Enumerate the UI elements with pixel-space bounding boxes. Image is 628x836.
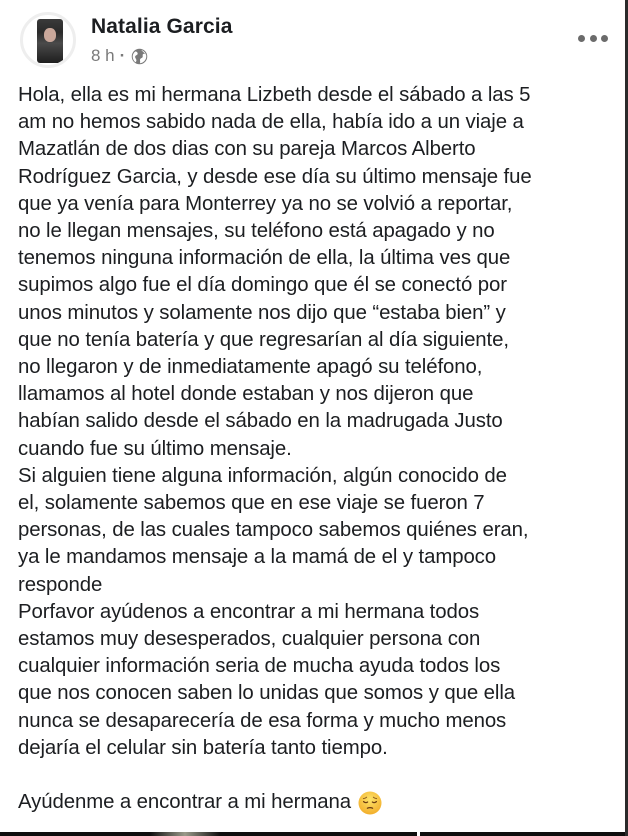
closing-line [18, 789, 618, 816]
pensive-face-emoji-icon [358, 791, 382, 815]
post-body [18, 82, 618, 816]
post-text-line: ya le mandamos mensaje a la mamá de el y tampoco [18, 546, 497, 569]
ellipsis-icon [578, 35, 585, 42]
post-text-line: Porfavor ayúdenos a encontrar a mi hermana todos [18, 600, 480, 623]
ellipsis-icon [590, 35, 597, 42]
post-time[interactable]: 8 h [91, 46, 115, 65]
media-image-left [150, 832, 220, 836]
media-divider [417, 832, 420, 836]
post-text-line: am no hemos sabido nada de ella, había ido a un viaje a [18, 111, 524, 134]
ellipsis-icon [601, 35, 608, 42]
post-text-line: unos minutos y solamente nos dijo que “estaba bien” y [18, 301, 506, 324]
avatar[interactable] [20, 12, 76, 68]
post-text-line: responde [18, 573, 103, 596]
post-text-line: nunca se desaparecería de esa forma y mucho menos [18, 709, 507, 732]
post-text-line: el, solamente sabemos que en ese viaje se fueron 7 [18, 492, 485, 515]
attached-media-preview[interactable] [0, 832, 625, 836]
paragraph-break [18, 762, 618, 789]
post-text-line: Si alguien tiene alguna información, algún conocido de [18, 464, 507, 487]
post-text-line: supimos algo fue el día domingo que él se conectó por [18, 274, 507, 297]
globe-icon[interactable] [131, 48, 148, 65]
post-text-line: Rodríguez Garcia, y desde ese día su último mensaje fue [18, 165, 532, 188]
post-header [20, 12, 608, 72]
post-text-line: Mazatlán de dos dias con su pareja Marcos Alberto [18, 138, 476, 161]
post-text-line: no llegaron y de inmediatamente apagó su teléfono, [18, 356, 483, 379]
post-text-line: tenemos ninguna información de ella, la última ves que [18, 247, 511, 270]
post-text-line: llamamos al hotel donde estaban y nos dijeron que [18, 383, 474, 406]
post-text-line: que nos conocen saben lo unidas que somos y que ella [18, 682, 515, 705]
post-text-line: personas, de las cuales tampoco sabemos quiénes eran, [18, 519, 529, 542]
post-text-line: cuando fue su último mensaje. [18, 437, 292, 460]
post-text-line: cualquier información seria de mucha ayuda todos los [18, 655, 501, 678]
avatar-face [44, 28, 56, 42]
meta-separator: · [119, 46, 126, 65]
post-text-line: Hola, ella es mi hermana Lizbeth desde el sábado a las 5 [18, 84, 531, 106]
post-text-line: dejaría el celular sin batería tanto tiempo. [18, 736, 388, 759]
post-text-line: que ya venía para Monterrey ya no se volvió a reportar, [18, 192, 513, 215]
post-text-line: habían salido desde el sábado en la madrugada Justo [18, 410, 503, 433]
post-text-line: que no tenía batería y que regresarían al día siguiente, [18, 328, 509, 351]
post-text-line: no le llegan mensajes, su teléfono está apagado y no [18, 220, 495, 243]
post-text-line: estamos muy desesperados, cualquier persona con [18, 628, 481, 651]
post-meta [91, 46, 148, 66]
more-options-button[interactable] [578, 28, 608, 48]
author-name[interactable]: Natalia Garcia [91, 15, 233, 38]
closing-text: Ayúdenme a encontrar a mi hermana [18, 791, 351, 814]
